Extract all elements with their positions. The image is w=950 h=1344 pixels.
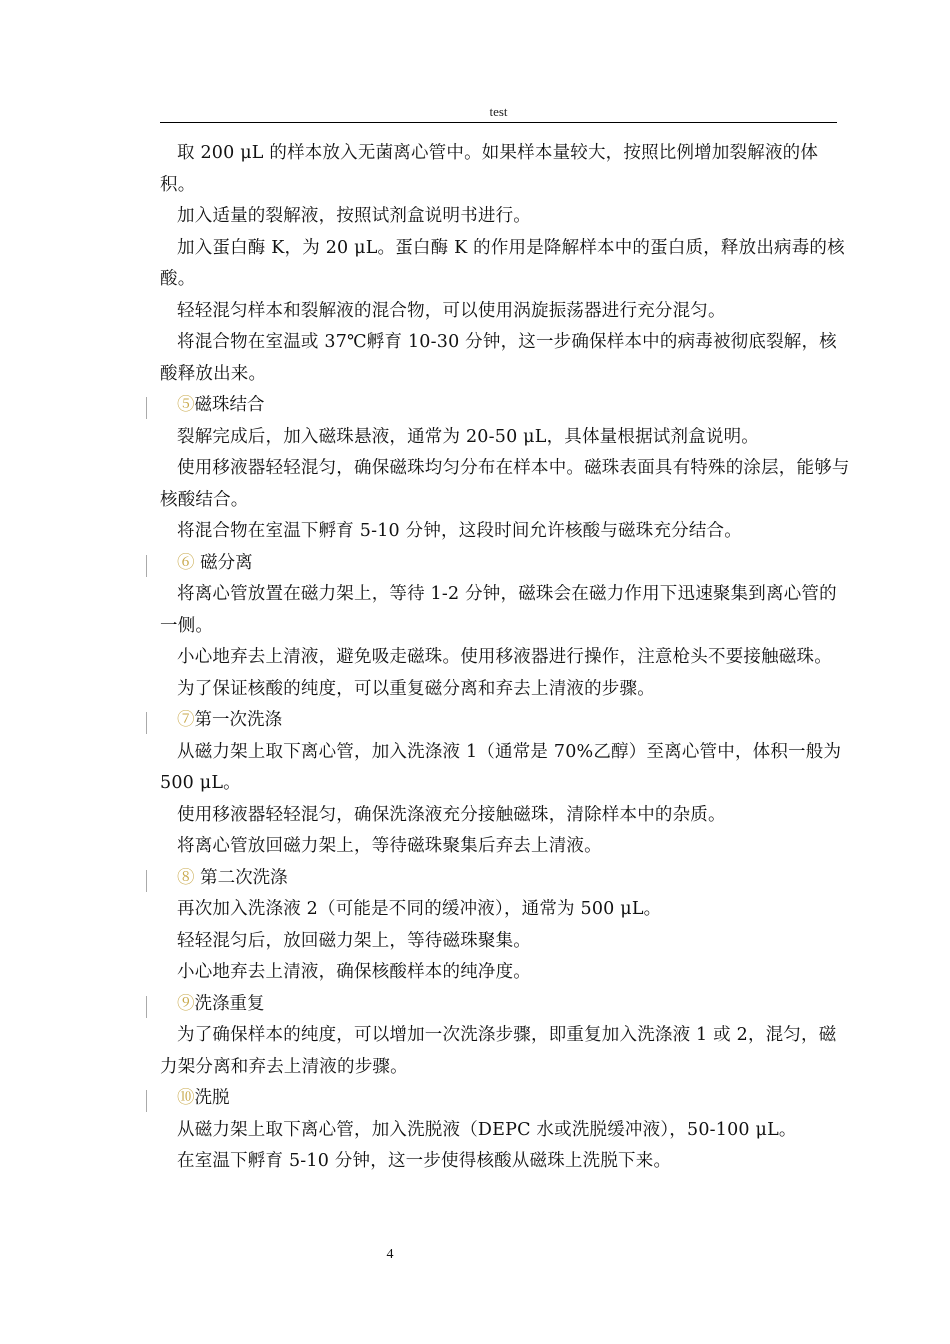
paragraph: 使用移液器轻轻混匀，确保磁珠均匀分布在样本中。磁珠表面具有特殊的涂层，能够与核酸结合。 <box>160 458 850 510</box>
heading-number: ⑦ <box>177 710 195 730</box>
paragraph: 从磁力架上取下离心管，加入洗涤液 1（通常是 70%乙醇）至离心管中，体积一般为 500 μL。 <box>160 741 842 793</box>
page-header: test <box>489 104 508 119</box>
paragraph: 加入适量的裂解液，按照试剂盒说明书进行。 <box>177 206 531 226</box>
heading-text: 磁分离 <box>194 552 253 573</box>
paragraph: 为了保证核酸的纯度，可以重复磁分离和弃去上清液的步骤。 <box>177 678 655 699</box>
paragraph: 裂解完成后，加入磁珠悬液，通常为 20-50 μL，具体量根据试剂盒说明。 <box>177 426 759 447</box>
heading-number: ⑨ <box>177 993 195 1014</box>
document-body <box>160 138 850 1178</box>
paragraph: 小心地弃去上清液，确保核酸样本的纯净度。 <box>177 962 531 982</box>
paragraph: 轻轻混匀样本和裂解液的混合物，可以使用涡旋振荡器进行充分混匀。 <box>177 300 726 321</box>
paragraph: 为了确保样本的纯度，可以增加一次洗涤步骤，即重复加入洗涤液 1 或 2，混匀，磁力架分离和弃去上清液的步骤。 <box>160 1025 837 1077</box>
heading-number: ⑤ <box>177 395 195 415</box>
section-heading <box>160 548 850 580</box>
heading-text: 第二次洗涤 <box>194 867 288 888</box>
section-heading <box>160 863 850 895</box>
paragraph: 将混合物在室温下孵育 5-10 分钟，这段时间允许核酸与磁珠充分结合。 <box>177 521 742 541</box>
heading-marker <box>146 870 147 892</box>
heading-number: ⑧ <box>177 867 195 888</box>
page-number: 4 <box>386 1247 394 1262</box>
paragraph: 加入蛋白酶 K，为 20 μL。蛋白酶 K 的作用是降解样本中的蛋白质，释放出病毒的核酸。 <box>160 237 845 289</box>
heading-marker <box>146 996 147 1018</box>
paragraph: 在室温下孵育 5-10 分钟，这一步使得核酸从磁珠上洗脱下来。 <box>177 1151 672 1171</box>
paragraph: 轻轻混匀后，放回磁力架上，等待磁珠聚集。 <box>177 930 531 951</box>
paragraph: 将离心管放回磁力架上，等待磁珠聚集后弃去上清液。 <box>177 836 602 856</box>
paragraph: 小心地弃去上清液，避免吸走磁珠。使用移液器进行操作，注意枪头不要接触磁珠。 <box>177 647 832 667</box>
header-divider <box>160 122 837 123</box>
paragraph: 使用移液器轻轻混匀，确保洗涤液充分接触磁珠，清除样本中的杂质。 <box>177 804 726 825</box>
section-heading <box>160 390 850 422</box>
heading-text: 第一次洗涤 <box>194 710 282 730</box>
heading-marker <box>146 1090 147 1112</box>
section-heading <box>160 1083 850 1115</box>
heading-number: ⑥ <box>177 552 195 573</box>
heading-marker <box>146 397 147 419</box>
heading-text: 磁珠结合 <box>194 395 265 415</box>
heading-marker <box>146 555 147 577</box>
paragraph: 再次加入洗涤液 2（可能是不同的缓冲液），通常为 500 μL。 <box>177 899 662 919</box>
section-heading <box>160 989 850 1021</box>
paragraph: 取 200 μL 的样本放入无菌离心管中。如果样本量较大，按照比例增加裂解液的体积。 <box>160 143 819 195</box>
paragraph: 将混合物在室温或 37℃孵育 10-30 分钟，这一步确保样本中的病毒被彻底裂解，核酸释放出来。 <box>160 332 837 384</box>
heading-text: 洗脱 <box>194 1088 230 1108</box>
paragraph: 将离心管放置在磁力架上，等待 1-2 分钟，磁珠会在磁力作用下迅速聚集到离心管的一侧。 <box>160 584 837 636</box>
section-heading <box>160 705 850 737</box>
heading-marker <box>146 712 147 734</box>
heading-number: ⑩ <box>177 1088 195 1108</box>
heading-text: 洗涤重复 <box>194 993 265 1014</box>
paragraph: 从磁力架上取下离心管，加入洗脱液（DEPC 水或洗脱缓冲液），50-100 μL。 <box>177 1119 797 1140</box>
